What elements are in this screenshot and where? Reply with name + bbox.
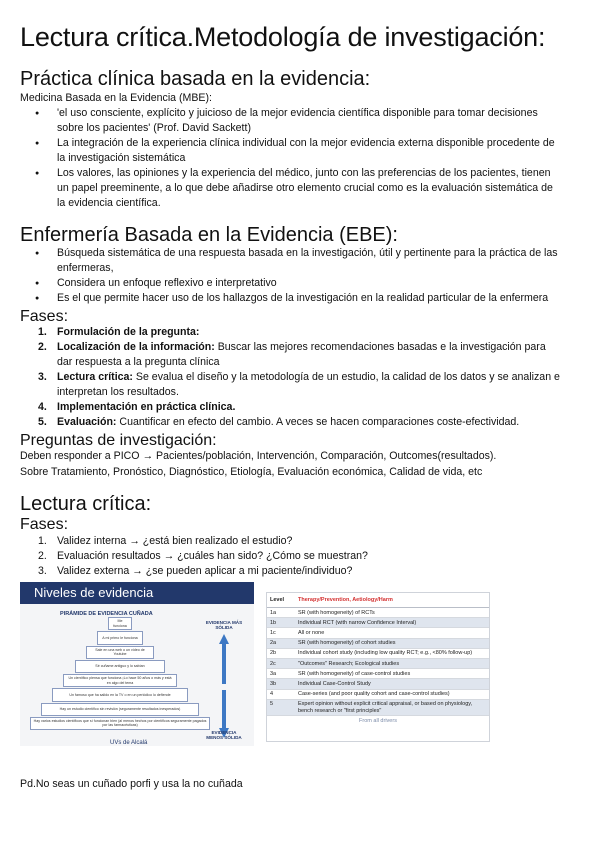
list-item: [20, 325, 586, 340]
figure-footer: UVs de Alcalá: [110, 740, 148, 746]
bottom-evidence-label: EVIDENCIA MENOS SÓLIDA: [206, 730, 242, 740]
list-item: [20, 370, 586, 400]
pyramid-tier: Sale en una web o un vídeo de Youtube: [86, 646, 155, 659]
level-cell: 2c: [267, 659, 295, 669]
item-bold: Evaluación:: [57, 416, 117, 428]
item-bold: Lectura crítica:: [57, 371, 133, 383]
table-row: [267, 659, 489, 669]
pyramid-tier: Un famoso que ha salido en la TV o en un periódico lo defiende: [52, 688, 187, 701]
section-heading-preguntas: Preguntas de investigación:: [20, 432, 217, 449]
pyramid-tier: A mi primo le funciona: [97, 631, 143, 644]
item-text: Evaluación resultados → ¿cuáles han sido? ¿Cómo se muestran?: [57, 550, 368, 562]
table-row: [267, 618, 489, 628]
table-row: [267, 628, 489, 638]
table-footer-row: [267, 716, 489, 726]
list-item: [20, 415, 586, 430]
column-header-therapy: Therapy/Prevention, Aetiology/Harm: [295, 593, 489, 608]
list-item: [20, 106, 586, 136]
top-evidence-label: EVIDENCIA MÁS SÓLIDA: [205, 620, 243, 630]
line: la investigación sistemática: [57, 152, 186, 164]
table-row: [267, 679, 489, 689]
evidence-pyramid-figure: [20, 582, 254, 746]
level-cell: 3b: [267, 679, 295, 689]
item-text: Cuantificar en efecto del cambio. A veces se hacen comparaciones coste-efectividad.: [116, 416, 520, 428]
item-number: 2.: [38, 550, 47, 562]
description-cell: Individual cohort study (including low quality RCT; e.g., <80% follow-up): [295, 648, 489, 658]
item-number: 3.: [38, 565, 47, 577]
line: ● Los valores, las opiniones y la experiencia del médico, junto con las preferencias de los pacientes, tienen: [57, 167, 551, 179]
list-item: [20, 564, 586, 579]
table-row: [267, 689, 489, 699]
lectura-fases-list: [20, 534, 586, 579]
level-cell: 1b: [267, 618, 295, 628]
description-cell: SR (with homogeneity) of cohort studies: [295, 638, 489, 648]
list-item: [20, 136, 586, 166]
section-heading-fases: Fases:: [20, 308, 69, 325]
item-text: dar respuesta a la pregunta clínica: [57, 356, 220, 368]
evidence-table: [267, 593, 489, 725]
pico-line: Deben responder a PICO → Pacientes/población, Intervención, Comparación, Outcomes(resultados).: [20, 450, 497, 462]
list-item: [20, 340, 586, 370]
line: ● Considera un enfoque reflexivo e interpretativo: [57, 277, 277, 289]
line: ● Es el que permite hacer uso de los hallazgos de la investigación en la realidad particular de la enfermera: [57, 292, 549, 304]
level-cell: 1a: [267, 608, 295, 618]
figure-header: Niveles de evidencia: [20, 582, 254, 604]
item-number: 1.: [38, 326, 47, 338]
table-header-row: [267, 593, 489, 608]
mbe-intro: Medicina Basada en la Evidencia (MBE):: [20, 92, 212, 104]
line: ● 'el uso consciente, explícito y juicioso de la mejor evidencia científica disponible para tomar decisiones: [57, 107, 538, 119]
item-text: Validez externa → ¿se pueden aplicar a mi paciente/individuo?: [57, 565, 353, 577]
table-row: [267, 669, 489, 679]
table-row: [267, 648, 489, 658]
line: un papel preeminente, a lo que debe añadirse otro elemento crucial como es la evaluación sistemática de: [57, 182, 553, 194]
level-cell: 2a: [267, 638, 295, 648]
lectura-fases-heading: Fases:: [20, 516, 69, 533]
item-number: 4.: [38, 401, 47, 413]
section-heading-ebe: Enfermería Basada en la Evidencia (EBE):: [20, 224, 398, 246]
item-text: Se evalua el diseño y la metodología de un estudio, la calidad de los datos y se analizan e: [132, 371, 560, 383]
table-row: [267, 699, 489, 715]
level-cell: 1c: [267, 628, 295, 638]
list-item: [20, 291, 586, 306]
figure-subtitle: PIRÁMIDE DE EVIDENCIA CUÑADA: [60, 611, 153, 617]
description-cell: Expert opinion without explicit critical appraisal, or based on physiology, bench research or "first principles": [295, 699, 489, 715]
description-cell: All or none: [295, 628, 489, 638]
pyramid-tier: Hay un estudio científico sin revisión (seguramente resultados inesperados): [41, 703, 199, 716]
pyramid: [30, 617, 210, 731]
item-bold: Localización de la información:: [57, 341, 215, 353]
line: ● Búsqueda sistemática de una respuesta basada en la investigación, útil y pertinente para la práctica de las: [57, 247, 558, 259]
list-item: [20, 246, 586, 276]
item-number: 3.: [38, 371, 47, 383]
footnote: Pd.No seas un cuñado porfi y usa la no cuñada: [20, 778, 243, 790]
description-cell: Individual RCT (with narrow Confidence Interval): [295, 618, 489, 628]
list-item: [20, 549, 586, 564]
level-cell: 2b: [267, 648, 295, 658]
item-number: 5.: [38, 416, 47, 428]
mbe-bullet-list: [20, 106, 586, 211]
description-cell: Individual Case-Control Study: [295, 679, 489, 689]
list-item: [20, 276, 586, 291]
table-footer: From all drivers: [359, 717, 397, 724]
item-number: 2.: [38, 341, 47, 353]
item-bold: Implementación en práctica clínica.: [57, 401, 236, 413]
description-cell: "Outcomes" Research; Ecological studies: [295, 659, 489, 669]
pyramid-tier: Sé cuñame antiguo y lo sabían: [75, 660, 166, 673]
column-header-level: Level: [267, 593, 295, 608]
level-cell: 3a: [267, 669, 295, 679]
description-cell: SR (with homogeneity) of case-control studies: [295, 669, 489, 679]
table-row: [267, 608, 489, 618]
item-bold: Formulación de la pregunta:: [57, 326, 200, 338]
arrow-up-icon: [219, 634, 229, 684]
level-cell: 5: [267, 699, 295, 715]
list-item: [20, 166, 586, 211]
ebe-bullet-list: [20, 246, 586, 306]
description-cell: SR (with homogeneity) of RCTs: [295, 608, 489, 618]
line: enfermeras,: [57, 262, 114, 274]
line: ● La integración de la experiencia clínica individual con la mejor evidencia externa disponible procedente de: [57, 137, 555, 149]
item-text: Validez interna → ¿está bien realizado el estudio?: [57, 535, 293, 547]
fases-list: [20, 325, 586, 430]
item-number: 1.: [38, 535, 47, 547]
pyramid-tier: Me funciona: [108, 617, 132, 630]
line: sobre los pacientes' (Prof. David Sackett): [57, 122, 251, 134]
level-cell: 4: [267, 689, 295, 699]
evidence-levels-table-figure: [266, 592, 490, 742]
item-text: Buscar las mejores recomendaciones basadas e la investigación para: [214, 341, 546, 353]
page-title: Lectura crítica.Metodología de investigación:: [20, 22, 546, 52]
line: la evidencia científica.: [57, 197, 161, 209]
item-text: interpretan los resultados.: [57, 386, 179, 398]
list-item: [20, 534, 586, 549]
list-item: [20, 400, 586, 415]
pyramid-tier: Un científico piensa que funciona ¡Lo hace 50 años o más y está en algo del tema: [63, 674, 176, 687]
section-heading-pbe: Práctica clínica basada en la evidencia:: [20, 68, 371, 90]
tipos-line: Sobre Tratamiento, Pronóstico, Diagnóstico, Etiología, Evaluación económica, Calidad de vida, etc: [20, 466, 483, 478]
table-row: [267, 638, 489, 648]
section-heading-lectura: Lectura crítica:: [20, 493, 152, 515]
description-cell: Case-series (and poor quality cohort and case-control studies): [295, 689, 489, 699]
pyramid-tier: Hay varios estudios científicos que sí funcionan bien (al menos hechos por científicos seguramente pagados por las farmacéuticas): [30, 717, 210, 730]
